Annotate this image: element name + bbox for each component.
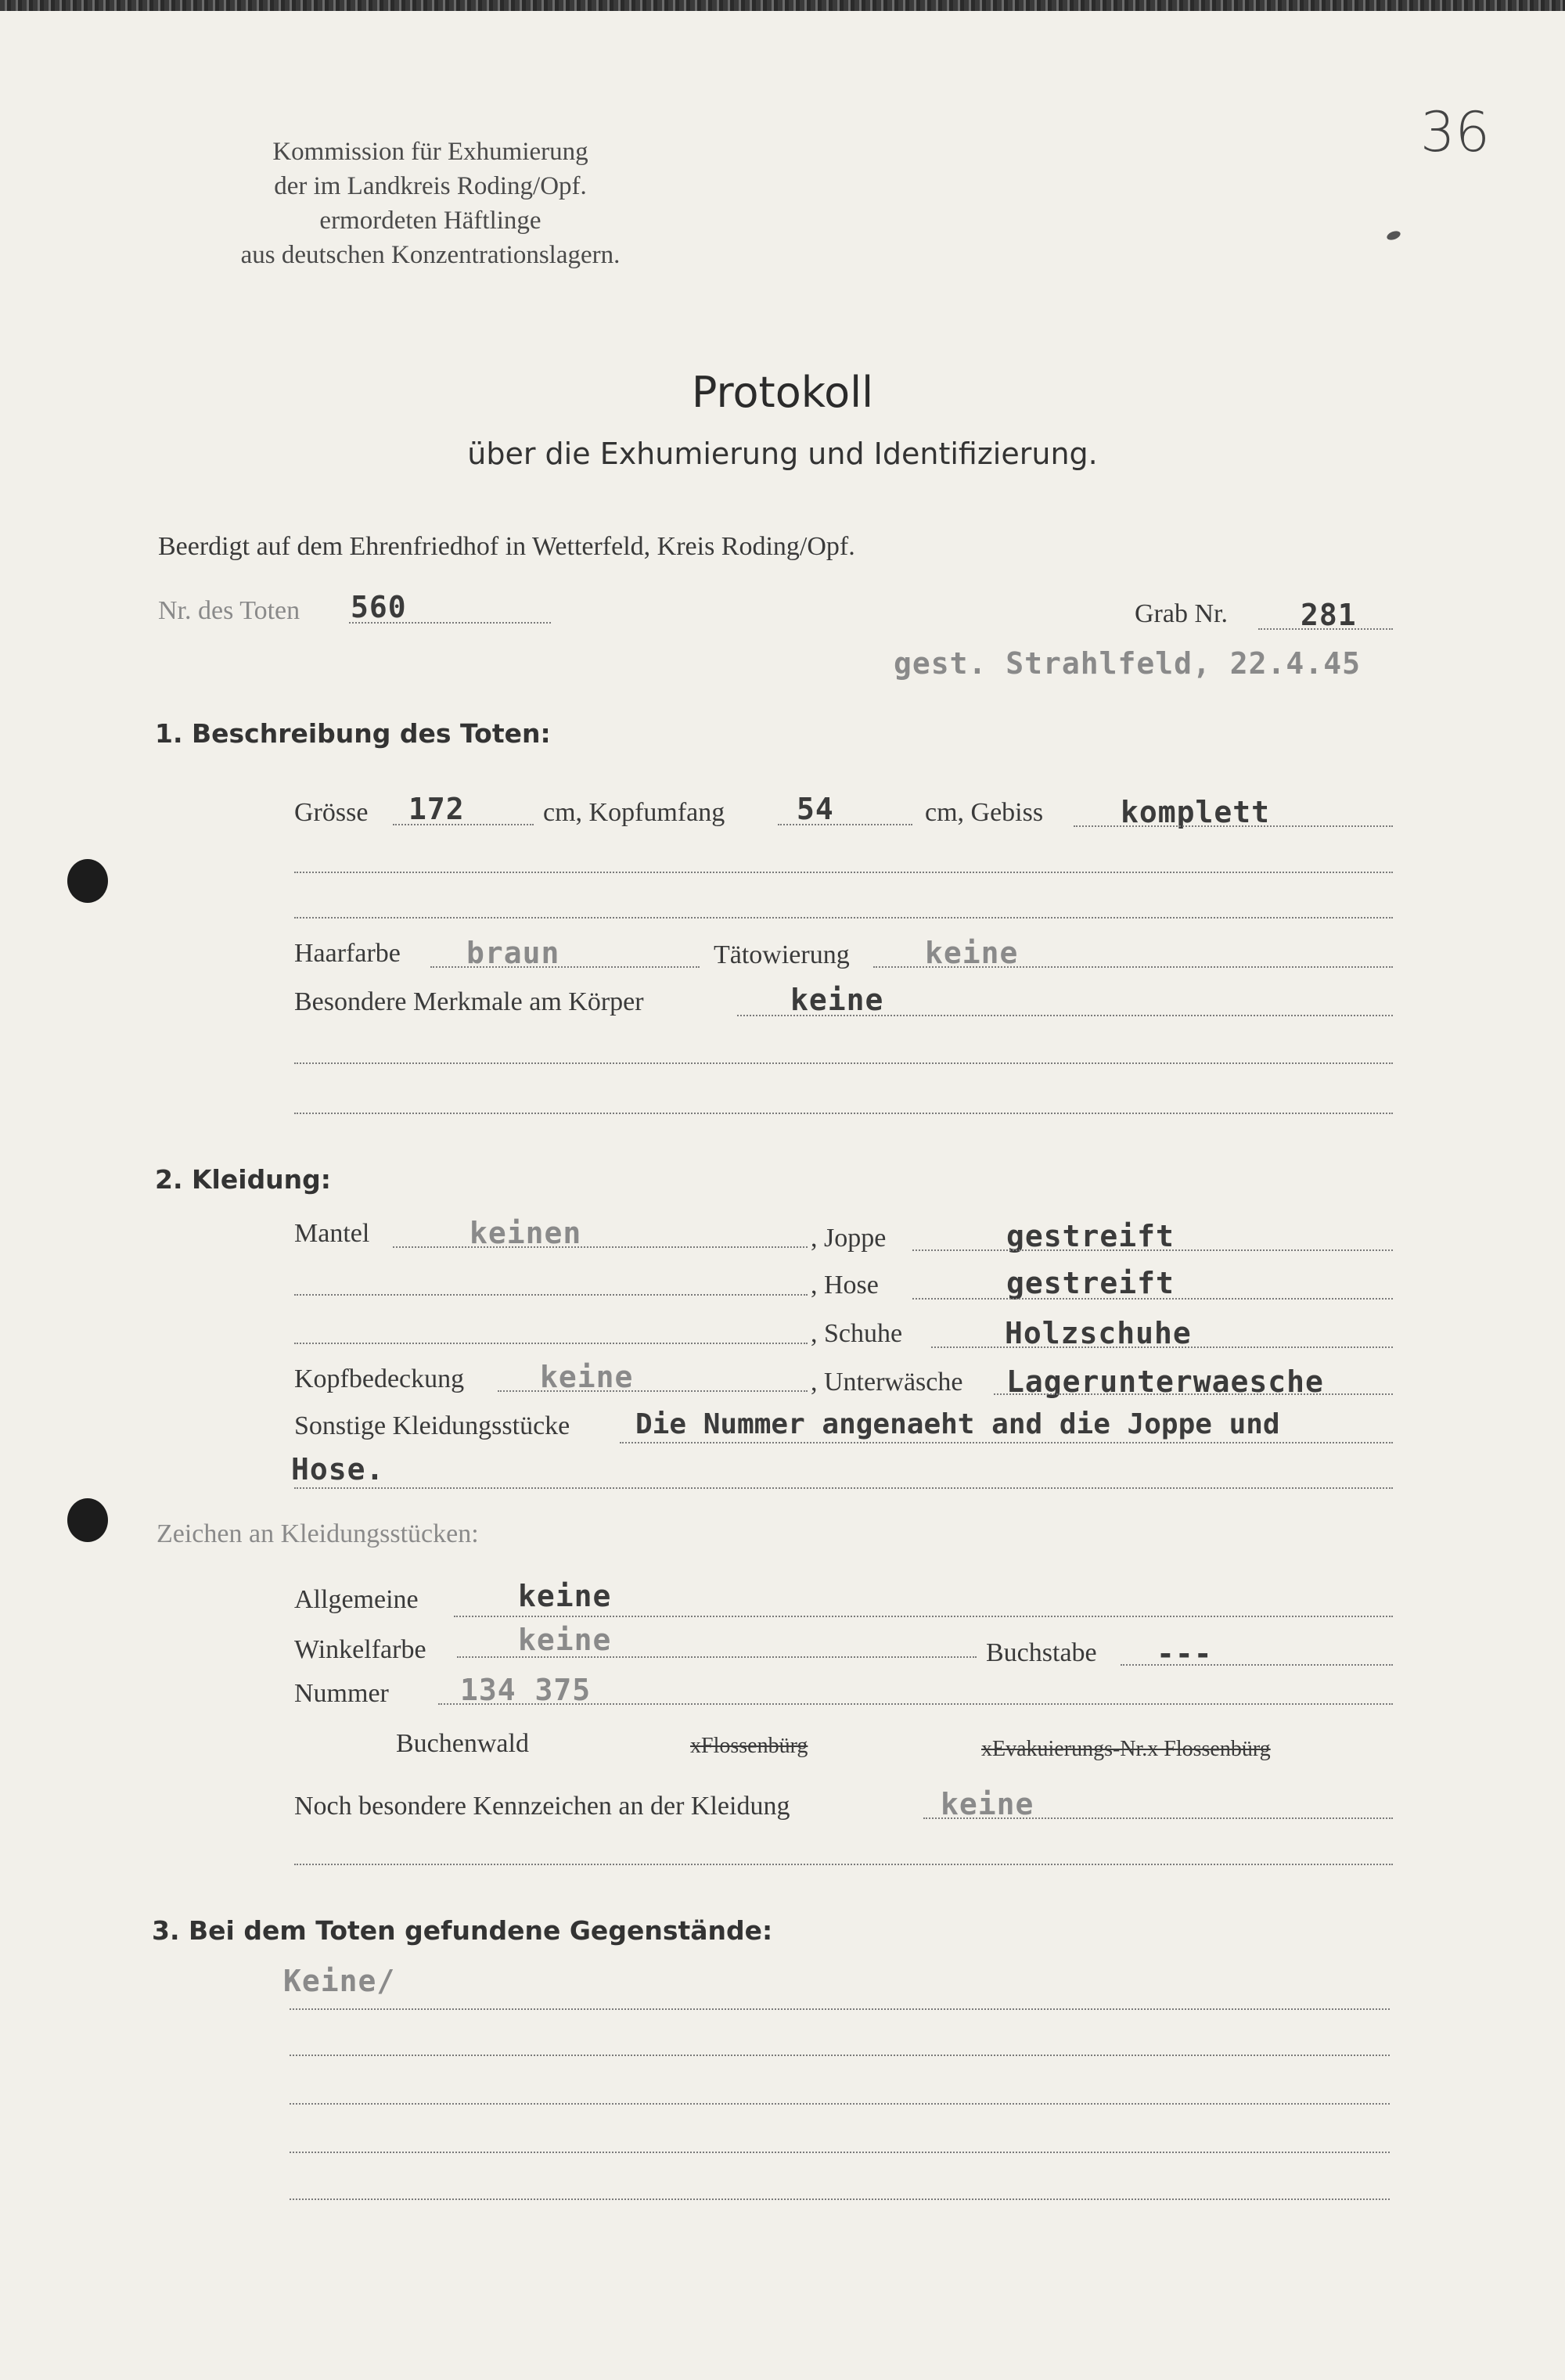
dotted-line (931, 1346, 1393, 1348)
dotted-line (457, 1656, 977, 1658)
dotted-line (912, 1249, 1393, 1251)
flossenburg-struck: xFlossenbürg (690, 1734, 808, 1758)
kopfumfang-label: cm, Kopfumfang (543, 798, 725, 827)
dotted-line (290, 2152, 1390, 2153)
dotted-line (294, 872, 1393, 873)
dotted-line (294, 1343, 808, 1344)
hose-label: , Hose (811, 1271, 879, 1300)
noch-label: Noch besondere Kennzeichen an der Kleidung (294, 1792, 790, 1821)
commission-header (180, 135, 681, 272)
dotted-line (912, 1298, 1393, 1300)
document-title: Protokoll (691, 368, 874, 417)
merkmale-label: Besondere Merkmale am Körper (294, 987, 644, 1016)
joppe-label: , Joppe (811, 1224, 887, 1253)
dotted-line (290, 2008, 1390, 2010)
buchenwald-label: Buchenwald (396, 1729, 529, 1758)
haarfarbe-value: braun (466, 936, 560, 970)
punch-hole-bottom (67, 1498, 108, 1542)
sonstige-value-continued: Hose. (291, 1452, 385, 1487)
dotted-line (349, 622, 551, 624)
dotted-line (294, 1487, 1393, 1489)
section-2-heading: 2. Kleidung: (155, 1164, 331, 1195)
found-items-value: Keine/ (283, 1964, 396, 1998)
dotted-line (294, 1294, 808, 1296)
unterwaesche-label: , Unterwäsche (811, 1368, 963, 1397)
dead-number-label: Nr. des Toten (158, 596, 300, 625)
dotted-line (737, 1015, 1393, 1016)
nummer-label: Nummer (294, 1679, 389, 1708)
dotted-line (430, 966, 700, 968)
dotted-line (498, 1390, 808, 1392)
dotted-line (294, 917, 1393, 919)
section-1-heading: 1. Beschreibung des Toten: (155, 718, 551, 749)
winkelfarbe-value: keine (518, 1623, 612, 1657)
dotted-line (778, 824, 912, 825)
grave-number-label: Grab Nr. (1135, 599, 1228, 628)
dotted-line (1258, 628, 1393, 630)
winkelfarbe-label: Winkelfarbe (294, 1635, 426, 1664)
dotted-line (290, 2103, 1390, 2105)
evakuierung-struck: xEvakuierungs-Nr.x Flossenbürg (981, 1737, 1271, 1761)
schuhe-value: Holzschuhe (1005, 1316, 1192, 1350)
header-line: Kommission für Exhumierung (272, 138, 588, 166)
gebiss-label: cm, Gebiss (925, 798, 1044, 827)
dotted-line (994, 1393, 1393, 1395)
noch-value: keine (941, 1787, 1034, 1821)
mantel-label: Mantel (294, 1219, 370, 1248)
dotted-line (454, 1616, 1393, 1617)
nummer-value: 134 375 (460, 1673, 592, 1707)
groesse-value: 172 (408, 792, 465, 826)
ink-speck (1386, 229, 1401, 242)
taetowierung-value: keine (925, 936, 1019, 970)
dotted-line (290, 2055, 1390, 2056)
scan-edge-strip (0, 0, 1565, 11)
burial-line: Beerdigt auf dem Ehrenfriedhof in Wetterfeld, Kreis Roding/Opf. (158, 532, 855, 561)
dotted-line (290, 2198, 1390, 2200)
dead-number-value: 560 (351, 590, 407, 624)
dotted-line (620, 1442, 1393, 1443)
marks-heading: Zeichen an Kleidungsstücken: (156, 1519, 479, 1548)
haarfarbe-label: Haarfarbe (294, 939, 401, 968)
groesse-label: Grösse (294, 798, 369, 827)
dotted-line (294, 1864, 1393, 1865)
header-line: aus deutschen Konzentrationslagern. (240, 241, 621, 269)
dotted-line (294, 1113, 1393, 1114)
allgemeine-value: keine (518, 1579, 612, 1613)
buchstabe-value: --- (1157, 1637, 1213, 1671)
kopfbedeckung-value: keine (540, 1360, 634, 1394)
sonstige-value: Die Nummer angenaeht and die Joppe und (635, 1408, 1280, 1440)
page-number: 36 (1420, 100, 1491, 164)
death-note: gest. Strahlfeld, 22.4.45 (894, 646, 1361, 681)
kopfumfang-value: 54 (797, 792, 834, 826)
joppe-value: gestreift (1006, 1219, 1175, 1253)
schuhe-label: , Schuhe (811, 1319, 903, 1348)
mantel-value: keinen (470, 1216, 582, 1250)
gebiss-value: komplett (1121, 795, 1271, 829)
header-line: der im Landkreis Roding/Opf. (274, 172, 587, 200)
taetowierung-label: Tätowierung (714, 940, 850, 969)
dotted-line (873, 966, 1393, 968)
hose-value: gestreift (1006, 1266, 1175, 1300)
allgemeine-label: Allgemeine (294, 1585, 419, 1614)
punch-hole-top (67, 859, 108, 903)
dotted-line (393, 1246, 808, 1248)
dotted-line (1074, 825, 1393, 827)
document-subtitle: über die Exhumierung und Identifizierung. (467, 437, 1098, 471)
unterwaesche-value: Lagerunterwaesche (1006, 1364, 1324, 1399)
section-3-heading: 3. Bei dem Toten gefundene Gegenstände: (152, 1915, 773, 1946)
dotted-line (1121, 1664, 1393, 1666)
kopfbedeckung-label: Kopfbedeckung (294, 1364, 465, 1393)
dotted-line (294, 1062, 1393, 1064)
header-line: ermordeten Häftlinge (319, 207, 541, 235)
merkmale-value: keine (790, 983, 884, 1017)
grave-number-value: 281 (1301, 598, 1357, 632)
buchstabe-label: Buchstabe (986, 1638, 1097, 1667)
dotted-line (923, 1817, 1393, 1819)
dotted-line (438, 1703, 1393, 1705)
sonstige-label: Sonstige Kleidungsstücke (294, 1411, 570, 1440)
dotted-line (393, 824, 534, 825)
